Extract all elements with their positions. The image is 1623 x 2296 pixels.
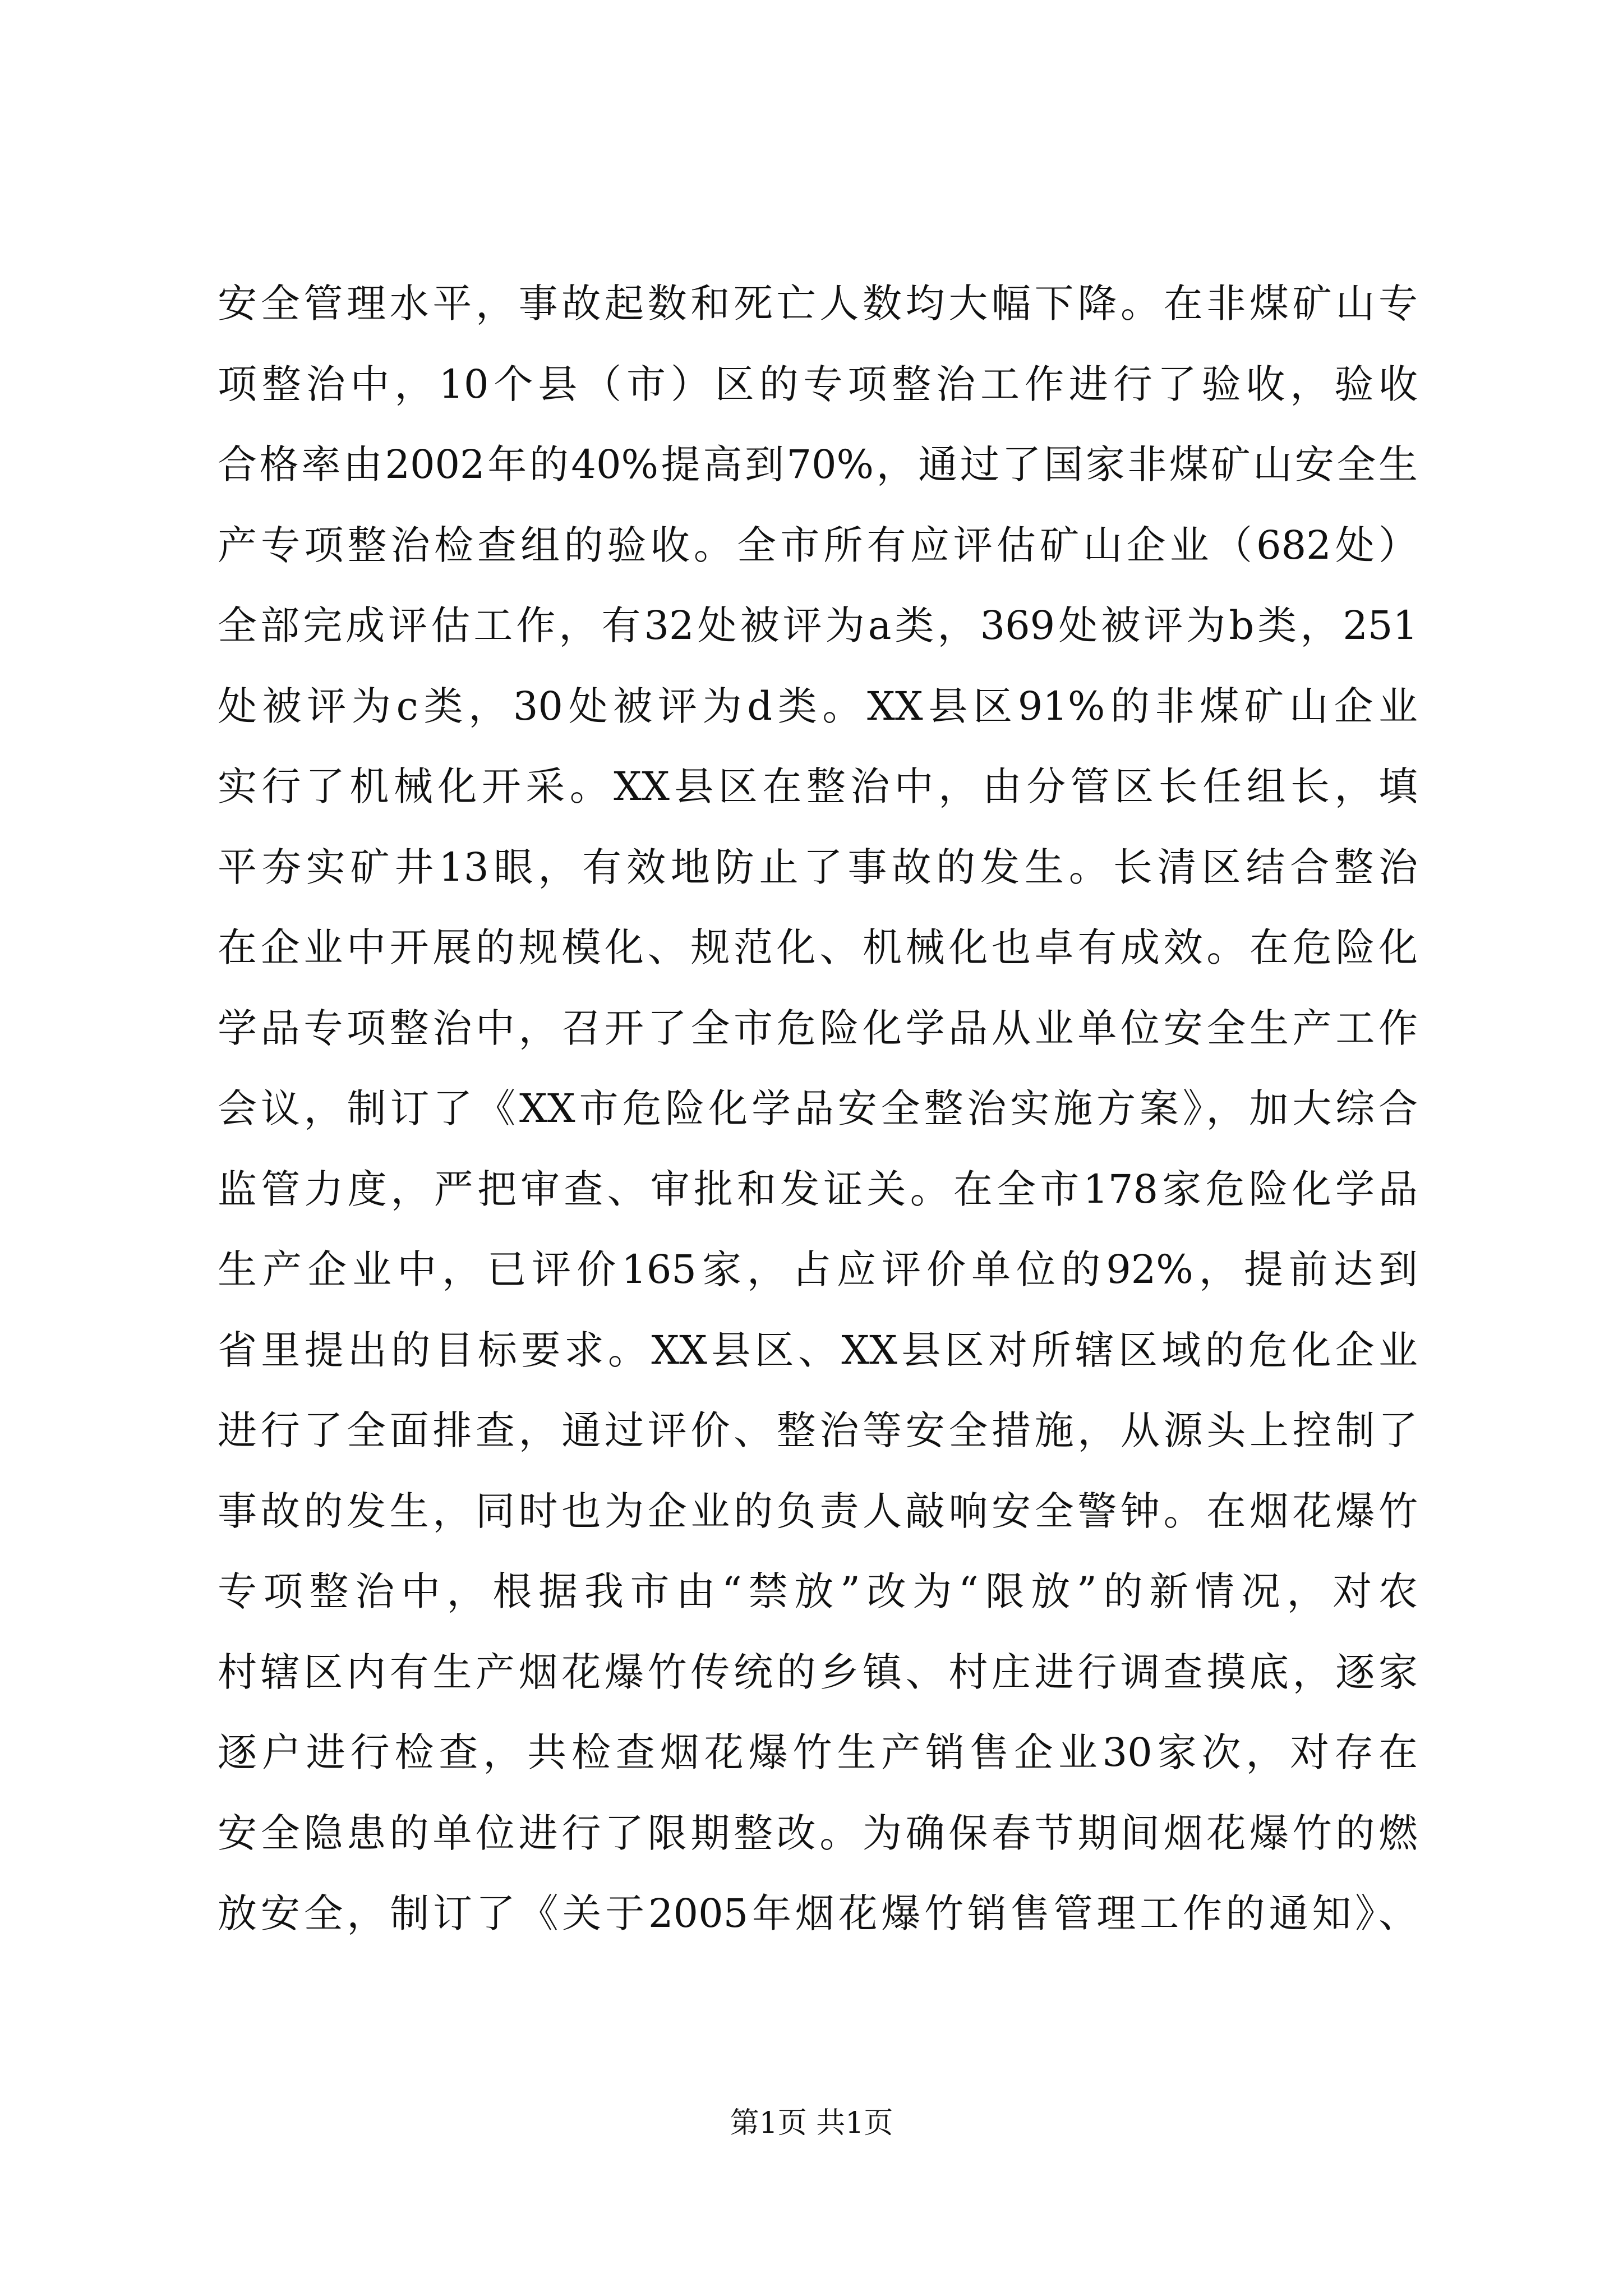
- text-line: 平夯实矿井13眼，有效地防止了事故的发生。长清区结合整治: [218, 844, 1418, 890]
- text-line: 放安全，制订了《关于2005年烟花爆竹销售管理工作的通知》、: [218, 1890, 1418, 1936]
- page-footer: 第1页 共1页: [730, 2106, 893, 2140]
- text-line: 安全隐患的单位进行了限期整改。为确保春节期间烟花爆竹的燃: [218, 1810, 1418, 1856]
- text-line: 专项整治中，根据我市由“禁放”改为“限放”的新情况，对农: [218, 1568, 1418, 1614]
- text-line: 进行了全面排查，通过评价、整治等安全措施，从源头上控制了: [218, 1407, 1418, 1453]
- text-line: 逐户进行检查，共检查烟花爆竹生产销售企业30家次，对存在: [218, 1729, 1418, 1775]
- text-line: 会议，制订了《XX市危险化学品安全整治实施方案》，加大综合: [218, 1085, 1418, 1131]
- text-line: 安全管理水平，事故起数和死亡人数均大幅下降。在非煤矿山专: [218, 280, 1418, 326]
- text-line: 实行了机械化开采。XX县区在整治中，由分管区长任组长，填: [218, 763, 1418, 809]
- text-line: 产专项整治检查组的验收。全市所有应评估矿山企业（682处）: [218, 522, 1418, 568]
- text-line: 处被评为c类，30处被评为d类。XX县区91%的非煤矿山企业: [218, 683, 1418, 729]
- text-line: 学品专项整治中，召开了全市危险化学品从业单位安全生产工作: [218, 1005, 1418, 1051]
- text-line: 监管力度，严把审查、审批和发证关。在全市178家危险化学品: [218, 1166, 1418, 1212]
- text-line: 项整治中，10个县（市）区的专项整治工作进行了验收，验收: [218, 361, 1418, 407]
- text-line: 在企业中开展的规模化、规范化、机械化也卓有成效。在危险化: [218, 924, 1418, 970]
- body-text: [218, 264, 1418, 1954]
- text-line: 村辖区内有生产烟花爆竹传统的乡镇、村庄进行调查摸底，逐家: [218, 1649, 1418, 1695]
- text-line: 省里提出的目标要求。XX县区、XX县区对所辖区域的危化企业: [218, 1327, 1418, 1373]
- text-line: 合格率由2002年的40%提高到70%，通过了国家非煤矿山安全生: [218, 441, 1418, 487]
- text-line: 生产企业中，已评价165家，占应评价单位的92%，提前达到: [218, 1246, 1418, 1292]
- text-line: 事故的发生，同时也为企业的负责人敲响安全警钟。在烟花爆竹: [218, 1488, 1418, 1534]
- text-line: 全部完成评估工作，有32处被评为a类，369处被评为b类，251: [218, 602, 1418, 648]
